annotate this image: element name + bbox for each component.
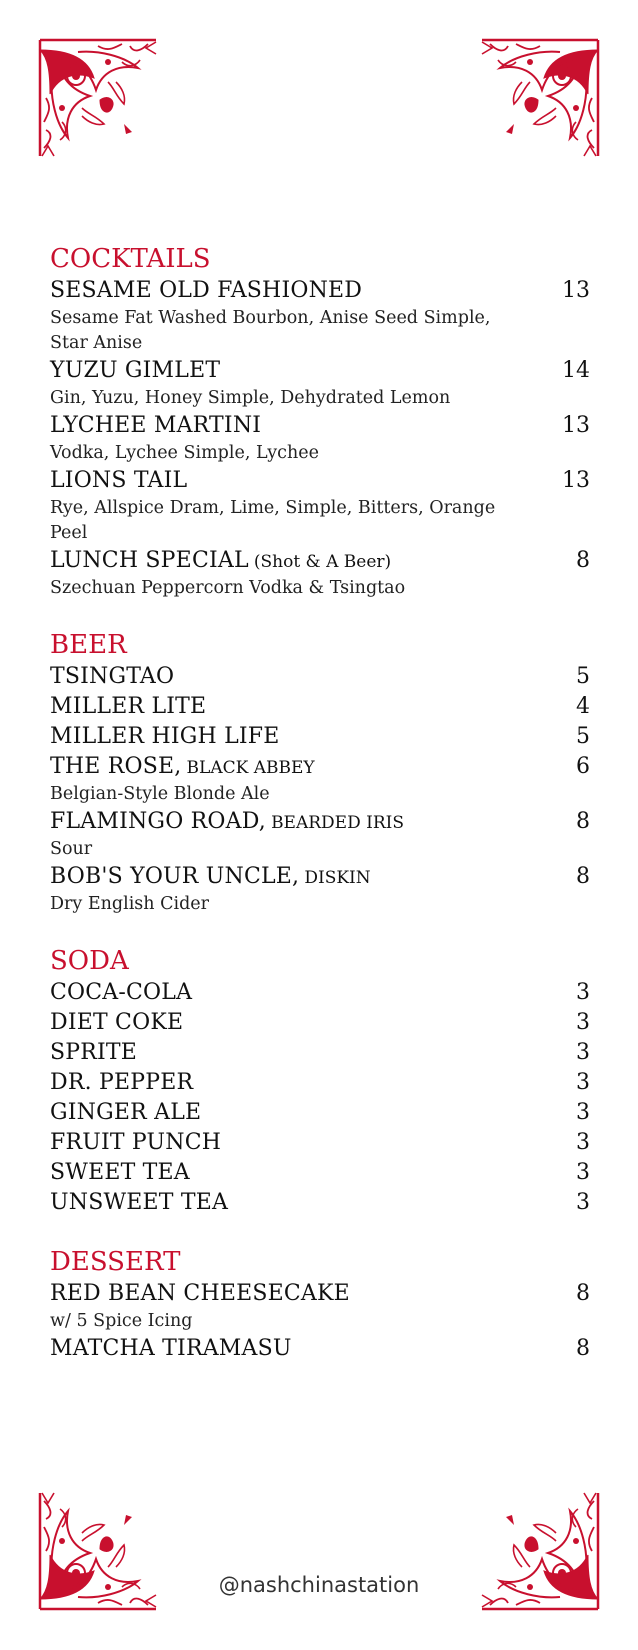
menu-item xyxy=(50,356,590,411)
item-price: 5 xyxy=(576,664,590,689)
item-description: Gin, Yuzu, Honey Simple, Dehydrated Lemon xyxy=(50,388,451,408)
item-price: 5 xyxy=(576,724,590,749)
corner-ornament-top-left-icon xyxy=(38,38,158,158)
menu-item xyxy=(50,752,590,807)
item-price: 6 xyxy=(576,754,590,779)
social-handle: @nashchinastation xyxy=(218,1573,420,1597)
item-name: UNSWEET TEA xyxy=(50,1190,229,1215)
corner-ornament-top-right-icon xyxy=(480,38,600,158)
menu-item xyxy=(50,276,590,356)
item-price: 3 xyxy=(576,1070,590,1095)
section-heading: SODA xyxy=(50,946,129,976)
section-heading: COCKTAILS xyxy=(50,244,211,274)
menu-item xyxy=(50,1279,590,1334)
item-name: FLAMINGO ROAD, xyxy=(50,809,266,834)
item-name: GINGER ALE xyxy=(50,1100,202,1125)
item-name: LYCHEE MARTINI xyxy=(50,413,262,438)
item-description: Rye, Allspice Dram, Lime, Simple, Bitters, Orange Peel xyxy=(50,498,496,543)
drink-menu xyxy=(50,242,590,1391)
section-heading: BEER xyxy=(50,630,127,660)
item-description: Sesame Fat Washed Bourbon, Anise Seed Simple, Star Anise xyxy=(50,308,491,353)
item-name: SESAME OLD FASHIONED xyxy=(50,278,363,303)
item-price: 13 xyxy=(562,413,590,438)
item-description: Belgian-Style Blonde Ale xyxy=(50,784,270,804)
item-description: Szechuan Peppercorn Vodka & Tsingtao xyxy=(50,578,406,598)
item-price: 3 xyxy=(576,1130,590,1155)
item-price: 8 xyxy=(576,548,590,573)
menu-item xyxy=(50,807,590,862)
item-price: 13 xyxy=(562,468,590,493)
menu-item xyxy=(50,722,590,752)
menu-item xyxy=(50,1008,590,1038)
item-subtitle: DISKIN xyxy=(304,868,371,888)
menu-section xyxy=(50,944,590,1218)
item-price: 3 xyxy=(576,1040,590,1065)
item-name: FRUIT PUNCH xyxy=(50,1130,222,1155)
item-name: SPRITE xyxy=(50,1040,138,1065)
menu-item xyxy=(50,692,590,722)
item-price: 3 xyxy=(576,1190,590,1215)
item-name: YUZU GIMLET xyxy=(50,358,221,383)
item-name: RED BEAN CHEESECAKE xyxy=(50,1281,350,1306)
item-subtitle: BEARDED IRIS xyxy=(271,813,404,833)
menu-section xyxy=(50,1245,590,1364)
item-name: LUNCH SPECIAL xyxy=(50,548,249,573)
menu-item xyxy=(50,546,590,601)
section-heading: DESSERT xyxy=(50,1247,181,1277)
menu-item xyxy=(50,978,590,1008)
item-description: Vodka, Lychee Simple, Lychee xyxy=(50,443,319,463)
item-description: w/ 5 Spice Icing xyxy=(50,1311,193,1331)
item-name: MILLER LITE xyxy=(50,694,207,719)
menu-item xyxy=(50,1038,590,1068)
menu-item xyxy=(50,1098,590,1128)
item-description: Dry English Cider xyxy=(50,894,210,914)
item-price: 4 xyxy=(576,694,590,719)
item-name: COCA-COLA xyxy=(50,980,193,1005)
menu-item xyxy=(50,1068,590,1098)
item-name: BOB'S YOUR UNCLE, xyxy=(50,864,300,889)
item-subtitle: (Shot & A Beer) xyxy=(253,552,392,572)
item-price: 13 xyxy=(562,278,590,303)
item-price: 3 xyxy=(576,1100,590,1125)
item-subtitle: BLACK ABBEY xyxy=(186,758,315,778)
item-price: 3 xyxy=(576,1010,590,1035)
item-price: 3 xyxy=(576,1160,590,1185)
item-name: DR. PEPPER xyxy=(50,1070,194,1095)
item-price: 8 xyxy=(576,1336,590,1361)
item-price: 14 xyxy=(562,358,590,383)
menu-item xyxy=(50,1188,590,1218)
menu-item xyxy=(50,1334,590,1364)
item-name: THE ROSE, xyxy=(50,754,182,779)
menu-section xyxy=(50,628,590,917)
item-description: Sour xyxy=(50,839,93,859)
menu-item xyxy=(50,662,590,692)
item-name: DIET COKE xyxy=(50,1010,184,1035)
menu-item xyxy=(50,1158,590,1188)
menu-section xyxy=(50,242,590,601)
item-price: 8 xyxy=(576,1281,590,1306)
menu-item xyxy=(50,411,590,466)
item-name: MILLER HIGH LIFE xyxy=(50,724,280,749)
menu-item xyxy=(50,862,590,917)
item-price: 8 xyxy=(576,809,590,834)
item-name: TSINGTAO xyxy=(50,664,175,689)
item-name: SWEET TEA xyxy=(50,1160,190,1185)
menu-item xyxy=(50,466,590,546)
item-price: 8 xyxy=(576,864,590,889)
item-name: LIONS TAIL xyxy=(50,468,188,493)
item-price: 3 xyxy=(576,980,590,1005)
item-name: MATCHA TIRAMASU xyxy=(50,1336,292,1361)
menu-item xyxy=(50,1128,590,1158)
